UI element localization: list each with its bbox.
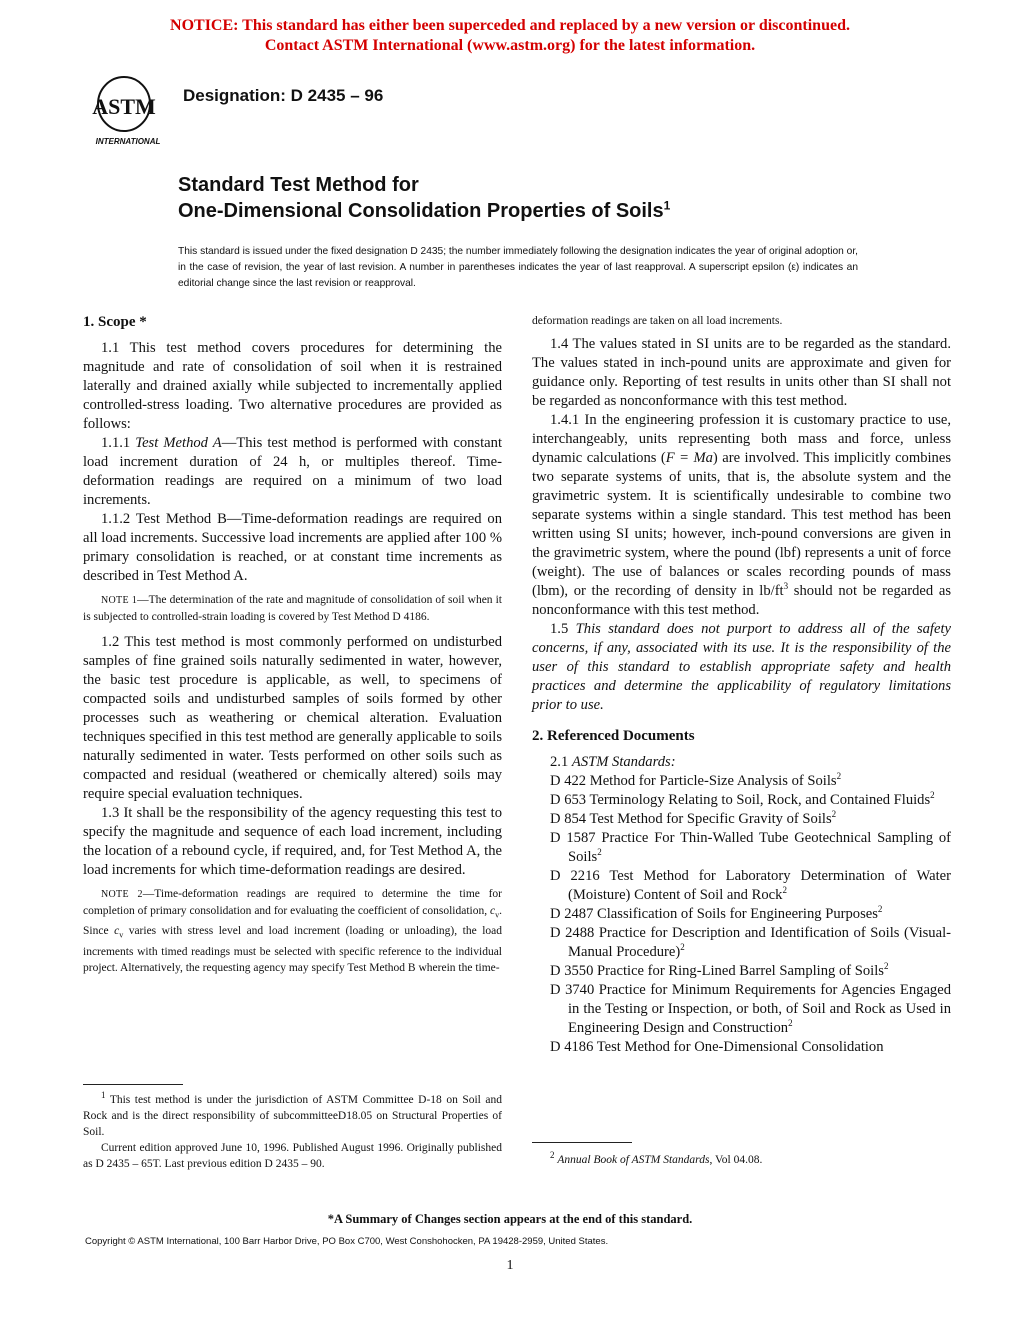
reference-item: D 2488 Practice for Description and Identification of Soils (Visual-Manual Procedure)$^2$ xyxy=(550,925,951,960)
reference-item: D 653 Terminology Relating to Soil, Rock, and Contained Fluids$^2$ xyxy=(550,790,935,808)
note-2: NOTE 2—Time-deformation readings are required to determine the time for completion of primary consolidation and for evaluating the coefficient of consolidation, $c_v$. Since $c_v$ varies with stress level and load increment (loading or unloading), the load increments with timed readings must be selected with specific reference to the individual project. Alternatively, the requesting agency may specify Test Method B wherein the time- xyxy=(83,888,502,974)
note-1: NOTE 1—The determination of the rate and magnitude of consolidation of soil when it is subjected to controlled-strain loading is covered by Test Method D 4186. xyxy=(83,594,502,623)
footnote-1-edition: Current edition approved June 10, 1996. Published August 1996. Originally published as D 2435 – 65T. Last previous edition D 2435 – 90. xyxy=(83,1142,502,1170)
para-1-3: 1.3 It shall be the responsibility of the agency requesting this test to specify the magnitude and sequence of each load increment, including the location of a rebound cycle, if required, and, for Test Method A, the load increments for which time-deformation readings are desired. xyxy=(83,805,502,878)
logo-subtext: INTERNATIONAL xyxy=(95,137,161,146)
para-1-1: 1.1 This test method covers procedures for determining the magnitude and rate of consolidation of soil when it is restrained laterally and drained axially while subjected to incrementally applied controlled-stress loading. Two alternative procedures are provided as follows: xyxy=(83,340,502,432)
title-line-2: One-Dimensional Consolidation Properties of Soils$^1$ xyxy=(178,198,671,222)
reference-item: D 2216 Test Method for Laboratory Determination of Water (Moisture) Content of Soil and Rock$^2$ xyxy=(550,868,951,903)
reference-item: D 4186 Test Method for One-Dimensional Consolidation xyxy=(550,1039,884,1055)
reference-item: D 2487 Classification of Soils for Engineering Purposes$^2$ xyxy=(550,904,883,922)
reference-item: D 3550 Practice for Ring-Lined Barrel Sampling of Soils$^2$ xyxy=(550,961,889,979)
astm-logo xyxy=(86,76,170,148)
astm-logo-icon xyxy=(86,76,170,148)
logo-text: ASTM xyxy=(92,94,156,119)
notice-line-1: NOTICE: This standard has either been superceded and replaced by a new version or discontinued. xyxy=(170,17,850,34)
page-number: 1 xyxy=(506,1258,514,1273)
notice-line-2: Contact ASTM International (www.astm.org) for the latest information. xyxy=(264,37,756,54)
reference-item: D 422 Method for Particle-Size Analysis of Soils$^2$ xyxy=(550,771,842,789)
footnote-1: $^1$ This test method is under the jurisdiction of ASTM Committee D-18 on Soil and Rock and is the direct responsibility of subcommitteeD18.05 on Structural Properties of Soil. xyxy=(83,1090,502,1138)
designation: Designation: D 2435 – 96 xyxy=(183,86,384,105)
para-1-4-1: 1.4.1 In the engineering profession it is customary practice to use, interchangeably, units representing both mass and force, unless dynamic calculations (F = Ma) are involved. This implicitly combines two separate systems of units, that is, the absolute system and the gravimetric system. It is scientifically undesirable to combine two separate systems within a single standard. This test method has been written using SI units; however, inch-pound conversions are given in the gravimetric system, where the pound (lbf) represents a unit of force (weight). The use of balances or scales recording pounds of mass (lbm), or the recording of density in $lb/ft^3$ should not be regarded as nonconformance with this test method. xyxy=(532,412,952,618)
para-1-4: 1.4 The values stated in SI units are to be regarded as the standard. The values stated in inch-pound units are approximate and given for guidance only. Reporting of test results in units other than SI shall not be regarded as nonconformance with this test method. xyxy=(532,336,951,409)
reference-item: D 3740 Practice for Minimum Requirements for Agencies Engaged in the Testing or Inspection, or both, of Soil and Rock as Used in Engineering Design and Construction$^2$ xyxy=(550,982,951,1036)
note-2-continued: deformation readings are taken on all load increments. xyxy=(532,315,783,327)
astm-standards-subheading: 2.1 ASTM Standards: xyxy=(550,754,676,770)
para-1-2: 1.2 This test method is most commonly performed on undisturbed samples of fine grained soils naturally sedimented in water, however, the basic test procedure is applicable, as well, to specimens of compacted soils and undisturbed samples of soils formed by other processes such as weathering or chemical alteration. Evaluation techniques specified in this test method are generally applicable to soils naturally sedimented in water. Tests performed on other soils such as compacted and residual (weathered or chemically altered) soils may require special evaluation techniques. xyxy=(83,634,502,802)
scope-heading: 1. Scope * xyxy=(83,314,147,330)
summary-of-changes-note: *A Summary of Changes section appears at the end of this standard. xyxy=(327,1212,693,1226)
para-1-1-1: 1.1.1 Test Method A—This test method is performed with constant load increment duration of 24 h, or multiples thereof. Time-deformation readings are required on a minimum of two load increments. xyxy=(83,435,502,508)
right-footnotes xyxy=(532,1152,951,1168)
title-line-1: Standard Test Method for xyxy=(178,174,419,196)
para-1-1-2: 1.1.2 Test Method B—Time-deformation readings are required on all load increments. Successive load increments are applied after 100 % primary consolidation is reached, or at constant time increments as described in Test Method A. xyxy=(83,511,502,584)
right-column xyxy=(532,313,951,1057)
footnote-2: $^2$ Annual Book of ASTM Standards, Vol 04.08. xyxy=(550,1150,763,1166)
reference-item: D 854 Test Method for Specific Gravity of Soils$^2$ xyxy=(550,809,837,827)
left-footnotes xyxy=(83,1092,502,1172)
footnote-rule-left xyxy=(83,1084,183,1085)
footnote-rule-right xyxy=(532,1142,632,1143)
copyright: Copyright © ASTM International, 100 Barr Harbor Drive, PO Box C700, West Conshohocken, PA 19428-2959, United States. xyxy=(85,1236,609,1247)
issuance-statement: This standard is issued under the fixed designation D 2435; the number immediately following the designation indicates the year of original adoption or, in the case of revision, the year of last revision. A number in parentheses indicates the year of last reapproval. A superscript epsilon (ε) indicates an editorial change since the last revision or reapproval. xyxy=(178,246,858,289)
referenced-documents-heading: 2. Referenced Documents xyxy=(532,728,695,744)
left-column xyxy=(83,313,502,984)
reference-item: D 1587 Practice For Thin-Walled Tube Geotechnical Sampling of Soils$^2$ xyxy=(550,830,951,865)
para-1-5: 1.5 This standard does not purport to address all of the safety concerns, if any, associated with its use. It is the responsibility of the user of this standard to establish appropriate safety and health practices and determine the applicability of regulatory limitations prior to use. xyxy=(532,621,951,713)
